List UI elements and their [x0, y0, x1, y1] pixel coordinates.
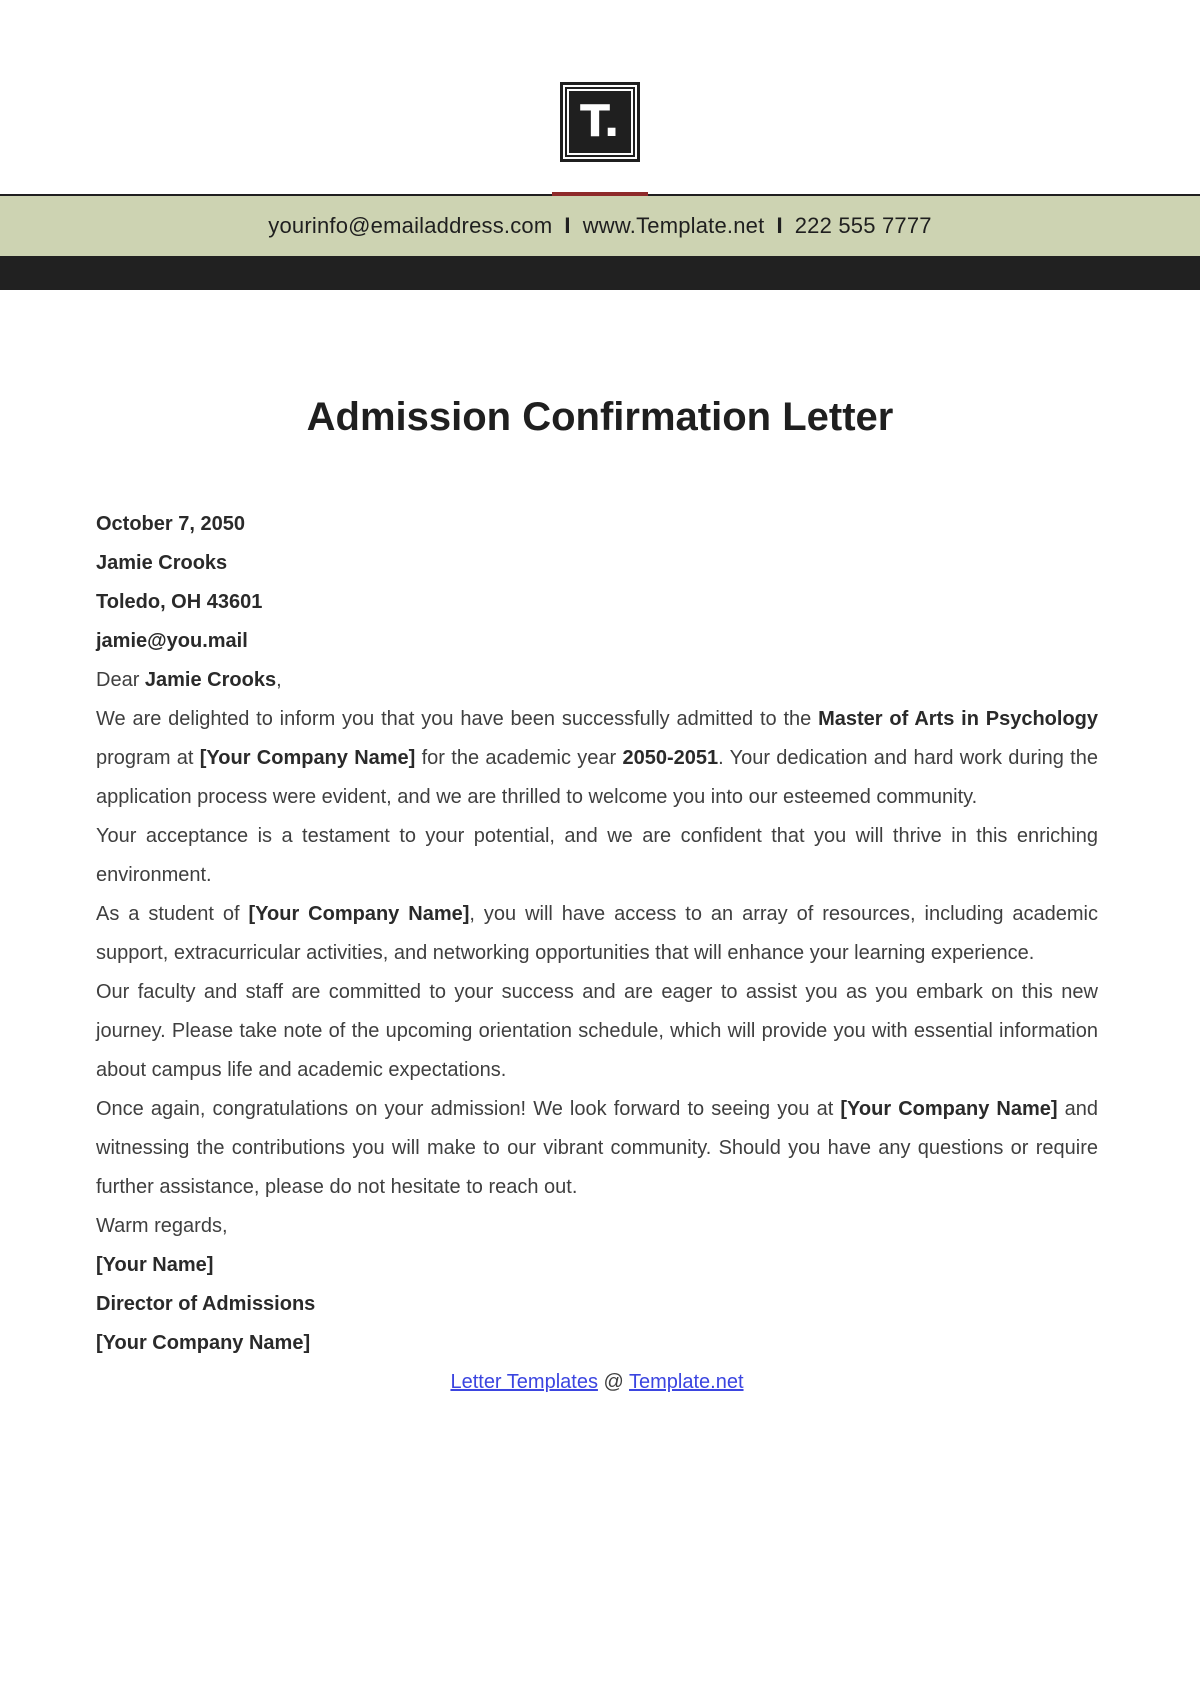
- letter-date: October 7, 2050: [96, 513, 245, 535]
- page-title: Admission Confirmation Letter: [306, 395, 894, 439]
- contact-website: www.Template.net: [582, 213, 765, 238]
- paragraph-resources: [96, 895, 1098, 973]
- academic-year: 2050-2051: [622, 747, 719, 769]
- text-run: We are delighted to inform you that you have been successfully admitted to the: [96, 708, 819, 730]
- text-run: As a student of: [96, 903, 249, 925]
- company-logo: [560, 82, 640, 162]
- paragraph-acceptance: Your acceptance is a testament to your potential, and we are confident that you will thrive in this enriching environment.: [96, 825, 1098, 886]
- signature-role: Director of Admissions: [96, 1293, 316, 1315]
- text-run: Once again, congratulations on your admission! We look forward to seeing you at: [96, 1098, 841, 1120]
- salutation-prefix: Dear: [96, 669, 145, 691]
- paragraph-admission: [96, 700, 1098, 817]
- company-name: [Your Company Name]: [248, 903, 470, 925]
- company-name: [Your Company Name]: [199, 747, 416, 769]
- text-run: program at: [96, 747, 200, 769]
- program-name: Master of Arts in Psychology: [818, 708, 1098, 730]
- recipient-city: Toledo, OH 43601: [96, 591, 263, 613]
- text-run: and witnessing the contributions you will make to our vibrant community. Should you have any questions or require further assistance, please do not hesitate to reach out.: [96, 1098, 1099, 1198]
- salutation-suffix: ,: [276, 669, 282, 691]
- footer-credit: [96, 1363, 1098, 1402]
- text-run: , you will have access to an array of resources, including academic support, extracurricular activities, and networking opportunities that will enhance your learning experience.: [96, 903, 1098, 964]
- letter-templates-link[interactable]: Letter Templates: [450, 1371, 598, 1393]
- template-net-link[interactable]: Template.net: [629, 1371, 744, 1393]
- recipient-email: jamie@you.mail: [96, 630, 248, 652]
- paragraph-faculty: Our faculty and staff are committed to your success and are eager to assist you as you embark on this new journey. Please take note of the upcoming orientation schedule, which will provide you with essential information about campus life and academic expectations.: [96, 981, 1098, 1081]
- text-run: . Your dedication and hard work during the application process were evident, and we are thrilled to welcome you into our esteemed community.: [96, 747, 1098, 808]
- recipient-name: Jamie Crooks: [96, 552, 228, 574]
- signature-name: [Your Name]: [96, 1254, 214, 1276]
- salutation: [96, 661, 1098, 700]
- contact-bar: [0, 196, 1200, 256]
- logo-letter: T.: [567, 89, 633, 155]
- footer-at: @: [597, 1371, 630, 1393]
- contact-separator: I: [776, 213, 783, 238]
- contact-phone: 222 555 7777: [794, 213, 932, 238]
- letter-body: [96, 505, 1098, 1402]
- paragraph-congratulations: [96, 1090, 1098, 1207]
- signature-company: [Your Company Name]: [96, 1332, 311, 1354]
- closing: Warm regards,: [96, 1215, 228, 1237]
- contact-email: yourinfo@emailaddress.com: [268, 213, 553, 238]
- header-dark-band: [0, 256, 1200, 290]
- salutation-name: Jamie Crooks: [144, 669, 277, 691]
- company-name: [Your Company Name]: [840, 1098, 1058, 1120]
- text-run: for the academic year: [415, 747, 623, 769]
- contact-separator: I: [564, 213, 571, 238]
